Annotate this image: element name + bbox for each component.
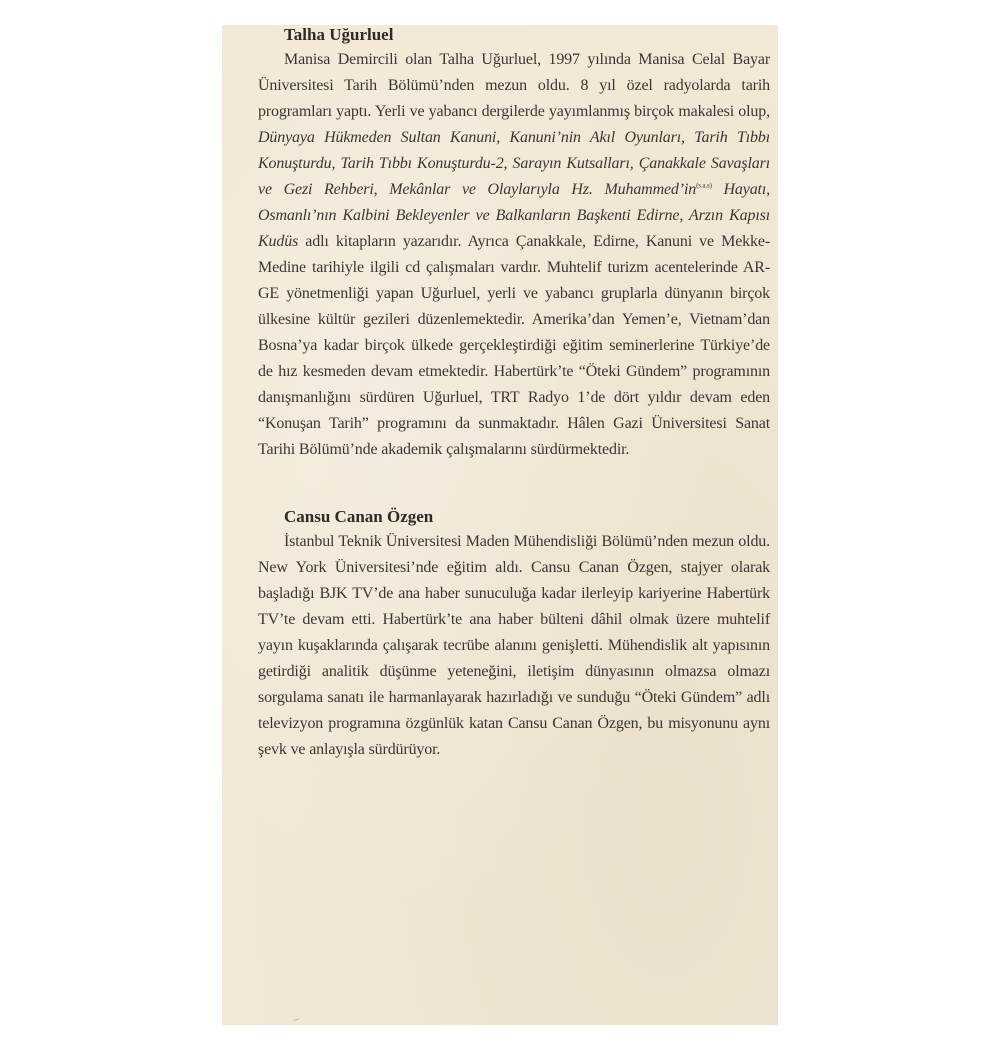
bio-text-run: Manisa Demircili olan Talha Uğurluel, 1997 yılında Manisa Celal Bayar Üniversitesi Tarih Bölümü’nden mezun oldu. 8 yıl özel radyolarda tarih programları yaptı. Yerli ve yabancı dergilerde yayımlanmış birçok makalesi olup, bbox=[258, 51, 770, 120]
author-bio-text bbox=[258, 529, 770, 763]
page-smudge-mark bbox=[293, 1018, 300, 1024]
author-bio-text bbox=[258, 47, 770, 463]
book-page bbox=[222, 25, 778, 1025]
honorific-superscript: (s.a.s) bbox=[696, 181, 712, 190]
bio-text-run: İstanbul Teknik Üniversitesi Maden Mühendisliği Bölümü’nden mezun oldu. New York Üniversitesi’nde eğitim aldı. Cansu Canan Özgen, stajyer olarak başladığı BJK TV’de ana haber sunuculuğa kadar ilerleyip kariyerine Habertürk TV’te devam etti. Habertürk’te ana haber bülteni dâhil olmak üzere muhtelif yayın kuşaklarında çalışarak tecrübe alanını genişletti. Mühendislik alt yapısının getirdiği analitik düşünme yeteneğini, iletişim dünyasının olmazsa olmazı sorgulama sanatı ile harmanlayarak hazırladığı ve sunduğu “Öteki Gündem” adlı televizyon programına özgünlük katan Cansu Canan Özgen, bu misyonunu aynı şevk ve anlayışla sürdürüyor. bbox=[258, 533, 770, 758]
author-bio-cansu-canan-ozgen bbox=[258, 507, 770, 763]
author-name: Talha Uğurluel bbox=[284, 25, 394, 44]
book-titles-italic: Hayatı, Osmanlı’nın Kalbini Bekleyenler ve Balkanların Başkenti Edirne, Arzın Kapısı Kudüs bbox=[258, 181, 770, 250]
author-bio-talha-ugurluel bbox=[258, 25, 770, 463]
book-titles-italic: Dünyaya Hükmeden Sultan Kanuni, Kanuni’nin Akıl Oyunları, Tarih Tıbbı Konuşturdu, Tarih Tıbbı Konuşturdu-2, Sarayın Kutsalları, Çanakkale Savaşları ve Gezi Rehberi, Mekânlar ve Olaylarıyla Hz. Muhammed’in bbox=[258, 129, 770, 198]
bio-text-run: adlı kitapların yazarıdır. Ayrıca Çanakkale, Edirne, Kanuni ve Mekke-Medine tarihiyle ilgili cd çalışmaları vardır. Muhtelif turizm acentelerinde AR-GE yönetmenliği yapan Uğurluel, yerli ve yabancı gruplarla dünyanın birçok ülkesine kültür gezileri düzenlemektedir. Amerika’dan Yemen’e, Vietnam’dan Bosna’ya kadar birçok ülkede gerçekleştirdiği eğitim seminerlerine Türkiye’de de hız kesmeden devam etmektedir. Habertürk’te “Öteki Gündem” programının danışmanlığını sürdüren Uğurluel, TRT Radyo 1’de dört yıldır devam eden “Konuşan Tarih” programını da sunmaktadır. Hâlen Gazi Üniversitesi Sanat Tarihi Bölümü’nde akademik çalışmalarını sürdürmektedir. bbox=[258, 233, 770, 458]
author-name: Cansu Canan Özgen bbox=[284, 507, 434, 526]
